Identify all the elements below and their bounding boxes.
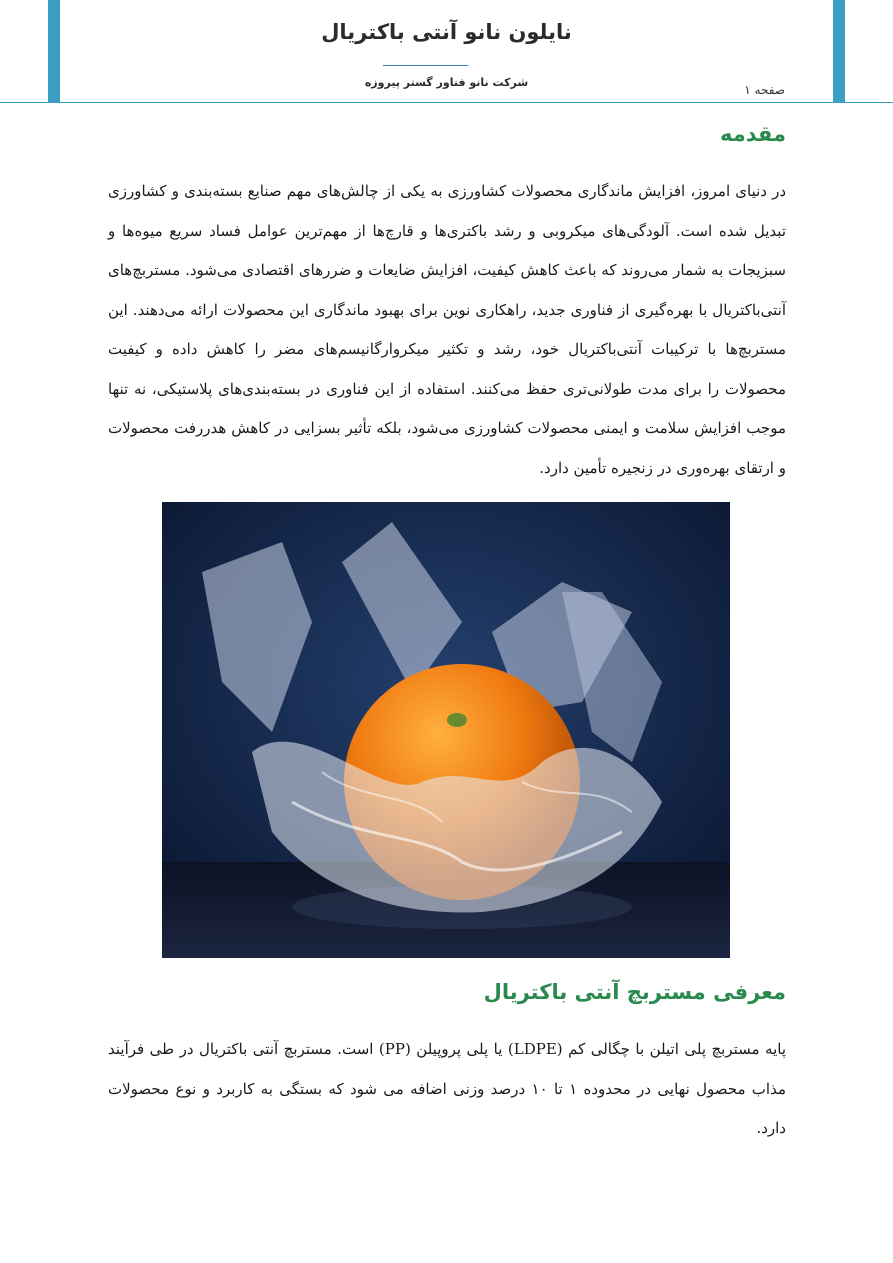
masterbatch-paragraph: پایه مستربچ پلی اتیلن با چگالی کم (LDPE) یا پلی پروپیلن (PP) است. مستربچ آنتی باکتریال در طی فرآیند مذاب محصول نهایی در محدوده ۱ تا ۱۰ درصد وزنی اضافه می شود که بستگی به کاربرد و نوع محصولات دارد.	[108, 1040, 787, 1137]
page-number: صفحه ۱	[744, 83, 785, 97]
orange-in-plastic-bag-image	[162, 502, 730, 958]
section-heading-introduction: مقدمه	[720, 122, 786, 146]
header-left-accent-bar	[48, 0, 60, 103]
title-underline	[383, 65, 468, 66]
header-divider	[0, 102, 893, 103]
orange-illustration	[162, 502, 730, 958]
document-title: نایلون نانو آنتی باکتریال	[321, 20, 572, 44]
introduction-paragraph: در دنیای امروز، افزایش ماندگاری محصولات کشاورزی به یکی از چالش‌های مهم صنایع بسته‌بندی و کشاورزی تبدیل شده است. آلودگی‌های میکروبی و رشد باکتری‌ها و قارچ‌ها از مهم‌ترین عوامل فساد سریع میوه‌ها و سبزیجات به شمار می‌روند که باعث کاهش کیفیت، افزایش ضایعات و ضررهای اقتصادی می‌شود. مستربچ‌های آنتی‌باکتریال با بهره‌گیری از فناوری جدید، راهکاری نوین برای بهبود ماندگاری این محصولات ارائه می‌دهند. این مستربچ‌ها با ترکیبات آنتی‌باکتریال خود، رشد و تکثیر میکروارگانیسم‌های مضر را کاهش داده و کیفیت محصولات را برای مدت طولانی‌تری حفظ می‌کنند. استفاده از این فناوری در بسته‌بندی‌های پلاستیکی، نه تنها موجب افزایش سلامت و ایمنی محصولات کشاورزی می‌شود، بلکه تأثیر بسزایی در کاهش هدررفت محصولات و ارتقای بهره‌وری در زنجیره تأمین دارد.	[108, 182, 786, 477]
header-right-accent-bar	[833, 0, 845, 103]
company-name: شرکت نانو فناور گستر پیروزه	[364, 76, 529, 89]
section-heading-masterbatch: معرفی مستربچ آنتی باکتریال	[483, 980, 786, 1004]
